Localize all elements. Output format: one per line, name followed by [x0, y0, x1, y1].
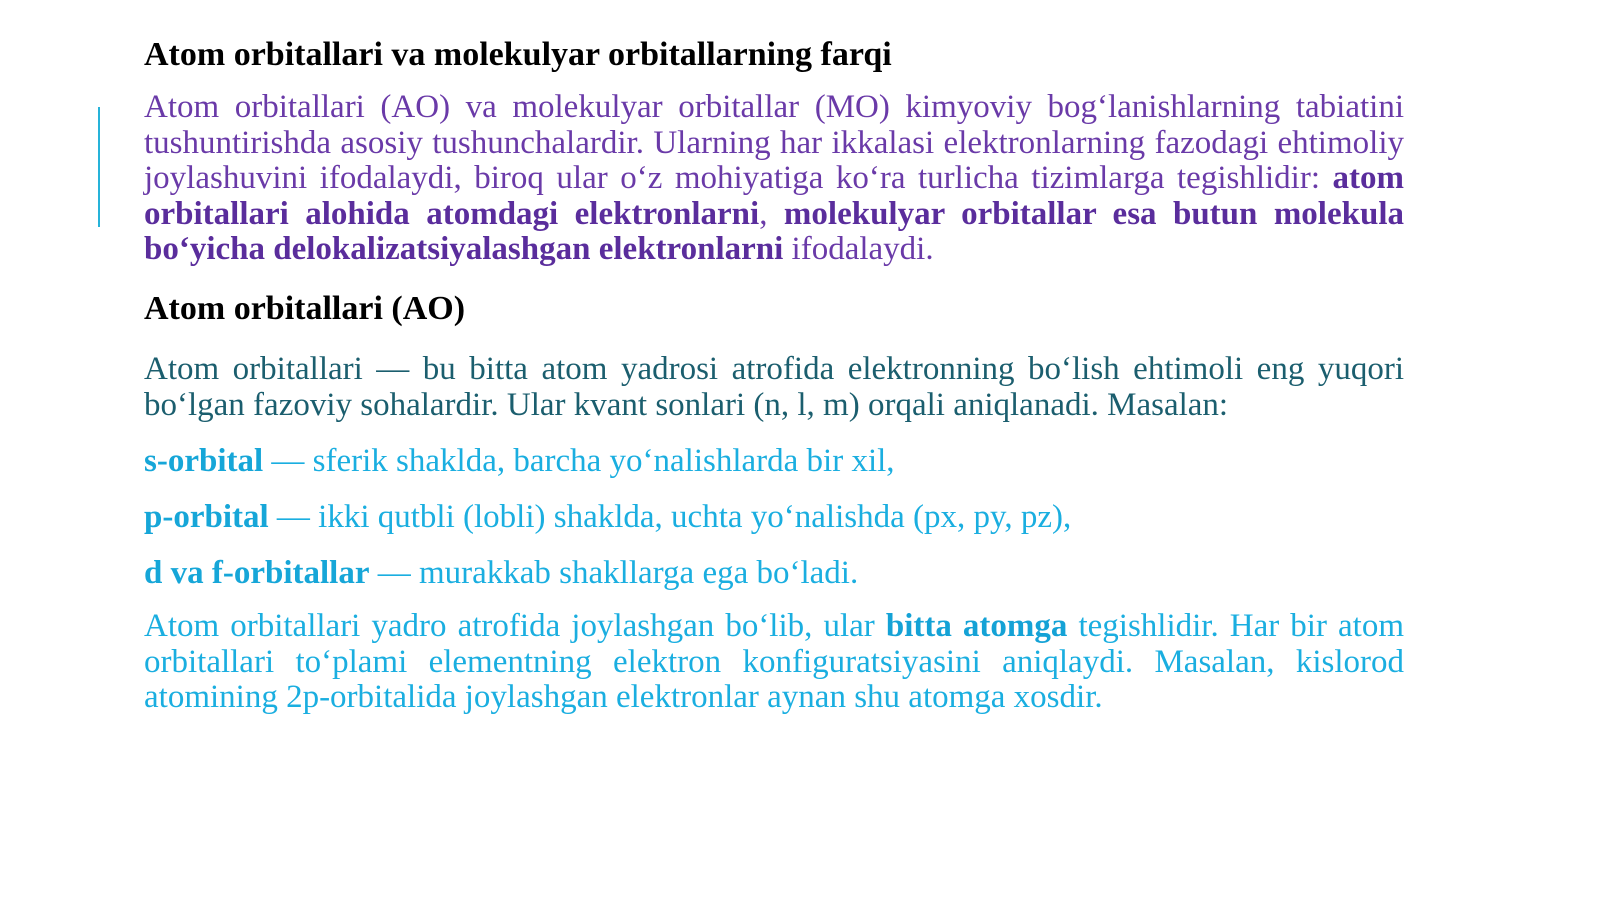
intro-paragraph — [144, 90, 1404, 268]
orbital-desc: — sferik shaklda, barcha yo‘nalishlarda bir xil, — [263, 443, 895, 480]
orbital-name: d va f-orbitallar — [144, 555, 370, 592]
intro-text-2: , — [759, 195, 784, 232]
intro-text-1: Atom orbitallari (AO) va molekulyar orbitallar (MO) kimyoviy bog‘lanishlarning tabiatini tushuntirishda asosiy tushunchalardir. Ularning har ikkalasi elektronlarning fazodagi ehtimoliy joylashuvini ifodalaydi, biroq ular o‘z mohiyatiga ko‘ra turlicha tizimlarga tegishlidir: — [144, 89, 1404, 197]
orbital-item-df — [144, 555, 1404, 591]
intro-bold-2: molekulyar orbitallar esa butun molekula bo‘yicha delokalizatsiyalashgan elektronlarni — [144, 195, 1404, 268]
ao-final-paragraph — [144, 609, 1404, 716]
orbital-item-p — [144, 499, 1404, 535]
main-heading: Atom orbitallari va molekulyar orbitallarning farqi — [144, 36, 892, 73]
intro-text-3: ifodalaydi. — [783, 231, 934, 268]
orbital-item-s — [144, 443, 1404, 479]
orbital-desc: — murakkab shakllarga ega bo‘ladi. — [369, 555, 859, 592]
orbital-name: s-orbital — [144, 443, 264, 480]
final-text-2: tegishlidir. Har bir atom orbitallari to‘plami elementning elektron konfiguratsiyasini aniqlaydi. Masalan, kislorod atomining 2p-orbitalida joylashgan elektronlar aynan shu atomga xosdir. — [144, 608, 1405, 716]
final-text-1: Atom orbitallari yadro atrofida joylashgan bo‘lib, ular — [144, 608, 886, 645]
final-bold-1: bitta atomga — [885, 608, 1068, 645]
ao-heading: Atom orbitallari (AO) — [144, 289, 466, 327]
slide-content — [144, 30, 1404, 716]
intro-bold-1: atom orbitallari alohida atomdagi elektronlarni — [144, 160, 1404, 232]
orbital-name: p-orbital — [144, 499, 269, 536]
accent-line — [98, 107, 100, 227]
orbital-desc: — ikki qutbli (lobli) shaklda, uchta yo‘nalishda (px, py, pz), — [268, 499, 1072, 536]
ao-definition: Atom orbitallari — bu bitta atom yadrosi atrofida elektronning bo‘lish ehtimoli eng yuqori bo‘lgan fazoviy sohalardir. Ular kvant sonlari (n, l, m) orqali aniqlanadi. Masalan: — [144, 350, 1404, 423]
